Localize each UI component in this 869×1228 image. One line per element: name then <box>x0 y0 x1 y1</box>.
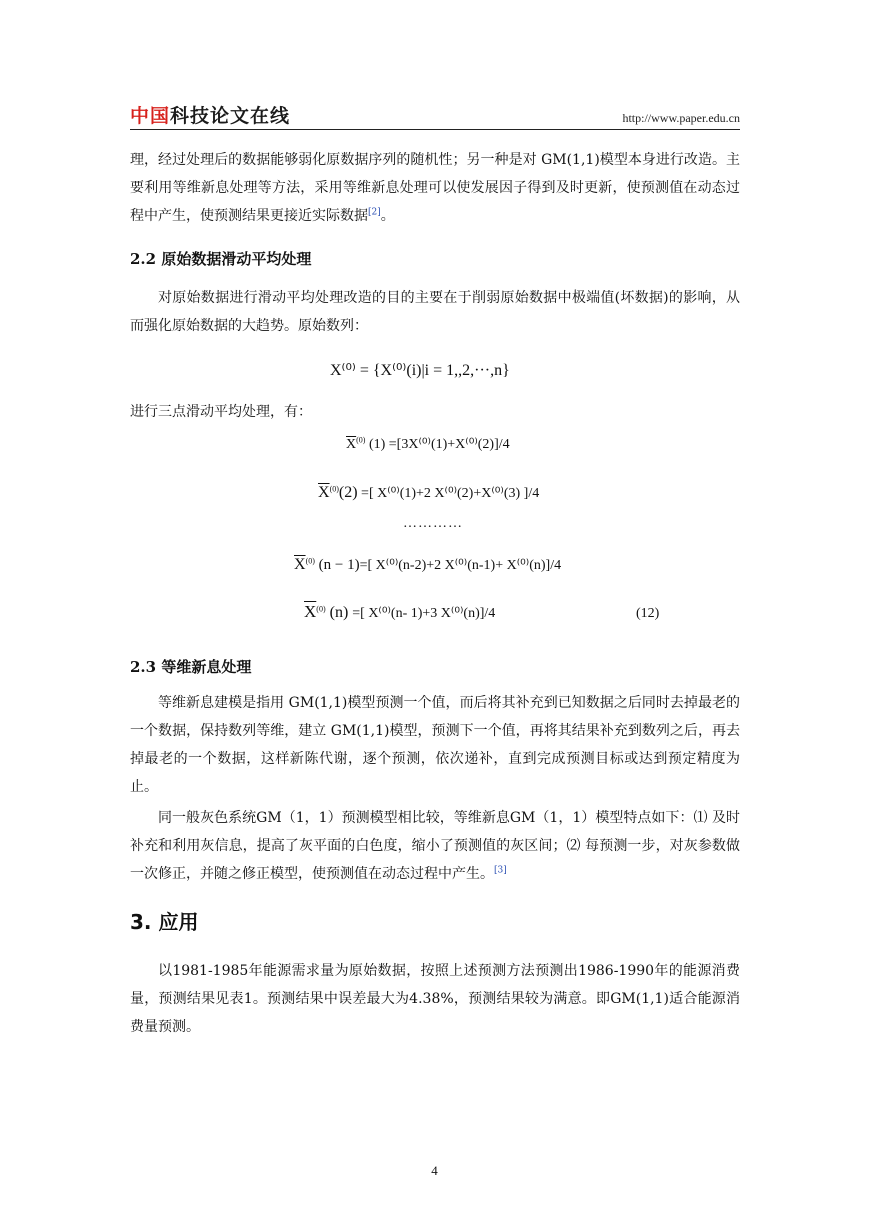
eq1-sup: (0) <box>356 435 366 445</box>
eq2-rhs: =[ X⁽⁰⁾(1)+2 X⁽⁰⁾(2)+X⁽⁰⁾(3) ]/4 <box>361 486 540 501</box>
section-2-2-heading: 2.2 原始数据滑动平均处理 <box>130 250 312 268</box>
eq3-arg: (n − 1) <box>314 557 360 573</box>
sequence-equation: X⁽⁰⁾ = {X⁽⁰⁾(i)|i = 1,,2,···,n} <box>330 362 510 379</box>
eq1-arg: (1) <box>365 437 389 452</box>
eq3-xbar: $\overline{X}$ <box>294 556 306 573</box>
eq1-xbar: $\overline{X}$ <box>346 437 357 452</box>
smoothing-intro: 进行三点滑动平均处理，有： <box>130 404 312 420</box>
equation-2 <box>318 484 539 502</box>
logo-text-dark: 科技论文在线 <box>170 105 291 127</box>
eq4-rhs: =[ X⁽⁰⁾(n- 1)+3 X⁽⁰⁾(n)]/4 <box>352 606 496 621</box>
page-number: 4 <box>431 1163 438 1178</box>
equation-1 <box>346 436 510 453</box>
eq2-arg: (2) <box>338 484 358 501</box>
section-2-2-paragraph: 对原始数据进行滑动平均处理改造的目的主要在于削弱原始数据中极端值(坏数据)的影响，从而强化原始数据的大趋势。原始数列： <box>130 290 740 334</box>
eq2-sup: (0) <box>329 484 339 494</box>
section-2-3-paragraph-2 <box>130 804 740 888</box>
header-url[interactable]: http://www.paper.edu.cn <box>622 111 740 125</box>
eq3-rhs: =[ X⁽⁰⁾(n-2)+2 X⁽⁰⁾(n-1)+ X⁽⁰⁾(n)]/4 <box>359 558 562 573</box>
equation-3 <box>294 556 561 574</box>
intro-paragraph <box>130 146 740 230</box>
section-2-3-paragraph-2-text: 同一般灰色系统GM（1，1）预测模型相比较，等维新息GM（1，1）模型特点如下：⑴ 及时补充和利用灰信息，提高了灰平面的白色度，缩小了预测值的灰区间；⑵ 每预测一步，对灰参数做一次修正，并随之修正模型，使预测值在动态过程中产生。 <box>130 810 740 882</box>
page-header <box>130 103 740 130</box>
section-3-heading: 3. 应用 <box>130 910 199 934</box>
eq3-sup: (0) <box>305 556 315 566</box>
citation-3[interactable]: [3] <box>494 865 507 876</box>
section-3-paragraph: 以1981-1985年能源需求量为原始数据，按照上述预测方法预测出1986-1990年的能源消费量，预测结果见表1。预测结果中误差最大为4.38%，预测结果较为满意。即GM(1,1)适合能源消费量预测。 <box>130 963 740 1035</box>
journal-logo <box>130 101 290 128</box>
eq4-xbar: $\overline{X}$ <box>304 602 317 621</box>
intro-end: 。 <box>380 208 395 224</box>
eq4-sup: (0) <box>316 604 326 614</box>
intro-text: 理，经过处理后的数据能够弱化原数据序列的随机性；另一种是对 GM(1,1)模型本身进行改造。主要利用等维新息处理等方法，采用等维新息处理可以使发展因子得到及时更新，使预测值在动态过程中产生，使预测结果更接近实际数据 <box>130 152 740 224</box>
equation-4 <box>304 602 495 622</box>
eq4-arg: (n) <box>325 604 353 621</box>
citation-2[interactable]: [2] <box>368 207 381 218</box>
logo-text-red: 中国 <box>130 105 171 127</box>
equation-number: (12) <box>636 606 660 621</box>
ellipsis-row: ………… <box>403 516 463 531</box>
section-2-3-heading: 2.3 等维新息处理 <box>130 658 252 676</box>
eq2-xbar: $\overline{X}$ <box>318 484 330 501</box>
section-2-3-paragraph-1: 等维新息建模是指用 GM(1,1)模型预测一个值，而后将其补充到已知数据之后同时去掉最老的一个数据，保持数列等维，建立 GM(1,1)模型，预测下一个值，再将其结果补充到数列之后，再去掉最老的一个数据，这样新陈代谢，逐个预测，依次递补，直到完成预测目标或达到预定精度为止。 <box>130 695 740 795</box>
eq1-rhs: =[3X⁽⁰⁾(1)+X⁽⁰⁾(2)]/4 <box>388 437 510 452</box>
